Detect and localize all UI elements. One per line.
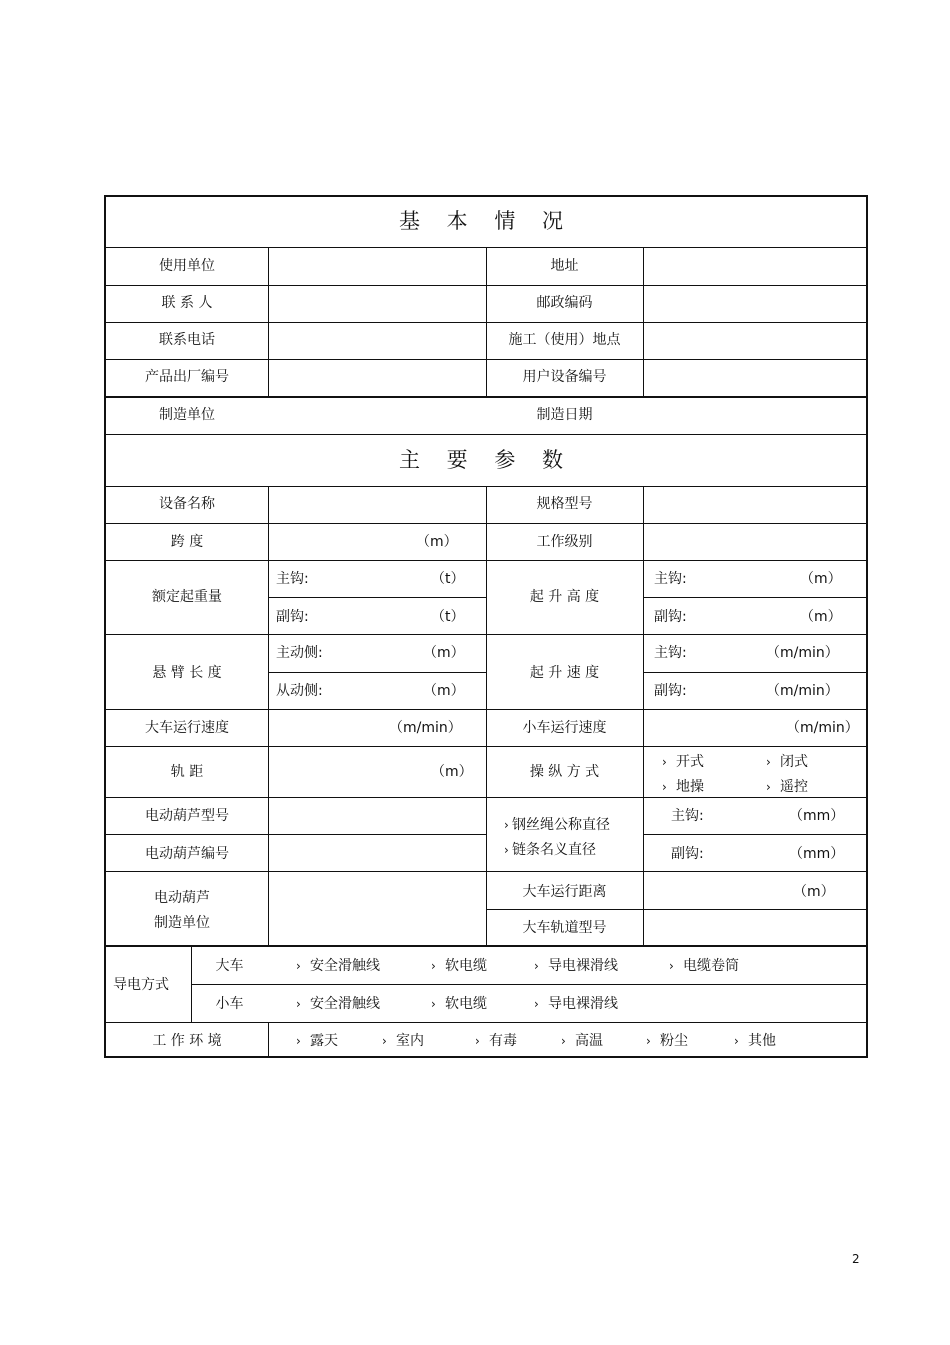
env-option[interactable] [475,1032,517,1050]
trolley-power-option-label: 软电缆 [445,996,487,1012]
span-label: 跨 度 [170,534,204,550]
lift-aux-unit: （m） [800,609,842,625]
rope-dia-option[interactable] [504,816,610,834]
active-side-unit: （m） [423,645,465,661]
checkbox-icon: › [534,959,539,973]
trolley-power-option-label: 导电裸滑线 [548,996,618,1012]
arm-length-label: 悬 臂 长 度 [152,665,222,681]
control-option[interactable] [662,778,704,796]
checkbox-icon: › [504,818,509,832]
row-line [106,834,486,835]
contact-label: 联 系 人 [161,295,213,311]
dia-main-hook: 主钩: [671,808,704,824]
checkbox-icon: › [382,1034,387,1048]
gauge-label: 轨 距 [170,764,204,780]
col-line [268,486,269,946]
row-line [268,672,486,673]
trolley-power-option[interactable] [296,995,380,1013]
checkbox-icon: › [766,780,771,794]
checkbox-icon: › [561,1034,566,1048]
checkbox-icon: › [504,843,509,857]
row-line [106,434,866,435]
checkbox-icon: › [296,997,301,1011]
col-line [268,247,269,397]
cart-power-option-label: 导电裸滑线 [548,958,618,974]
control-option[interactable] [766,753,808,771]
dia-aux-hook: 副钩: [671,846,704,862]
lift-height-label: 起 升 高 度 [529,589,600,605]
cart-power-option[interactable] [669,957,739,975]
checkbox-icon: › [662,780,667,794]
rope-dia-label: 钢丝绳公称直径 [512,817,610,833]
env-option[interactable] [646,1032,688,1050]
env-option-label: 有毒 [489,1033,517,1049]
hoist-maker-label-2: 制造单位 [154,915,210,931]
passive-side-unit: （m） [423,683,465,699]
cart-distance-unit: （m） [793,884,835,900]
user-no-label: 用户设备编号 [522,369,607,385]
lift-main-hook: 主钩: [654,571,687,587]
rated-load-label: 额定起重量 [152,589,222,605]
checkbox-icon: › [431,959,436,973]
maker-label: 制造单位 [159,407,215,423]
control-option-label: 闭式 [780,754,808,770]
speed-main-unit: （m/min） [766,645,839,661]
row-line [268,597,486,598]
cart-power-option-label: 安全滑触线 [310,958,380,974]
hoist-maker-label-1: 电动葫芦 [154,890,210,906]
dia-aux-unit: （mm） [789,846,845,862]
row-line [643,597,866,598]
speed-aux-unit: （m/min） [766,683,839,699]
env-option[interactable] [734,1032,776,1050]
power-mode-label: 导电方式 [113,977,169,993]
span-unit: （m） [416,534,458,550]
checkbox-icon: › [766,755,771,769]
checkbox-icon: › [734,1034,739,1048]
work-class-label: 工作级别 [536,534,593,550]
row-line [643,672,866,673]
cart-power-option[interactable] [534,957,618,975]
col-line [643,247,644,397]
control-option-label: 遥控 [780,779,808,795]
checkbox-icon: › [646,1034,651,1048]
page-number: 2 [852,1252,860,1266]
control-option[interactable] [662,753,704,771]
lift-speed-label: 起 升 速 度 [529,665,600,681]
power-cart-label: 大车 [215,958,244,974]
row-line [106,1022,866,1023]
address-label: 地址 [550,258,579,274]
chain-dia-label: 链条名义直径 [512,842,596,858]
trolley-speed-label: 小车运行速度 [522,720,607,736]
cart-power-option[interactable] [296,957,380,975]
speed-main-hook: 主钩: [654,645,687,661]
dia-main-unit: （mm） [789,808,845,824]
gauge-unit: （m） [431,764,473,780]
trolley-power-option-label: 安全滑触线 [310,996,380,1012]
checkbox-icon: › [669,959,674,973]
lift-main-unit: （m） [800,571,842,587]
env-option-label: 高温 [575,1033,603,1049]
cart-power-option-label: 电缆卷筒 [683,958,739,974]
hoist-no-label: 电动葫芦编号 [145,846,229,862]
postcode-label: 邮政编码 [536,295,593,311]
rated-main-hook: 主钩: [276,571,309,587]
checkbox-icon: › [431,997,436,1011]
equipment-info-form [104,195,868,1058]
model-label: 规格型号 [536,496,593,512]
trolley-speed-unit: （m/min） [786,720,859,736]
env-option[interactable] [296,1032,338,1050]
hoist-model-label: 电动葫芦型号 [145,808,229,824]
col-line [643,486,644,946]
env-option-label: 露天 [310,1033,338,1049]
rated-aux-unit: （t） [431,609,465,625]
equipment-name-label: 设备名称 [159,496,215,512]
cart-speed-label: 大车运行速度 [145,720,229,736]
cart-power-option[interactable] [431,957,487,975]
active-side: 主动侧: [276,645,323,661]
rated-main-unit: （t） [431,571,465,587]
rail-model-label: 大车轨道型号 [522,920,607,936]
speed-aux-hook: 副钩: [654,683,687,699]
col-line [268,1022,269,1058]
checkbox-icon: › [296,959,301,973]
env-label: 工 作 环 境 [152,1033,222,1049]
trolley-power-option[interactable] [534,995,618,1013]
passive-side: 从动侧: [276,683,323,699]
row-line [643,834,866,835]
col-line [486,486,487,946]
env-option-label: 粉尘 [660,1033,688,1049]
env-option-label: 室内 [396,1033,424,1049]
power-trolley-label: 小车 [215,996,244,1012]
control-option-label: 开式 [676,754,704,770]
env-option-label: 其他 [748,1033,776,1049]
row-line [191,984,866,985]
cart-power-option-label: 软电缆 [445,958,487,974]
trolley-power-option[interactable] [431,995,487,1013]
phone-label: 联系电话 [159,332,215,348]
checkbox-icon: › [296,1034,301,1048]
site-label: 施工（使用）地点 [508,332,621,348]
make-date-label: 制造日期 [536,407,593,423]
use-unit-label: 使用单位 [159,258,215,274]
serial-label: 产品出厂编号 [145,369,229,385]
env-option[interactable] [382,1032,424,1050]
lift-aux-hook: 副钩: [654,609,687,625]
params-title: 主 要 参 数 [398,448,574,472]
cart-speed-unit: （m/min） [389,720,462,736]
checkbox-icon: › [662,755,667,769]
chain-dia-option[interactable] [504,841,596,859]
env-option[interactable] [561,1032,603,1050]
cart-distance-label: 大车运行距离 [522,884,607,900]
row-line [486,909,866,910]
checkbox-icon: › [534,997,539,1011]
rated-aux-hook: 副钩: [276,609,309,625]
control-mode-label: 操 纵 方 式 [529,764,600,780]
control-option[interactable] [766,778,808,796]
basic-info-title: 基 本 情 况 [398,209,574,233]
checkbox-icon: › [475,1034,480,1048]
control-option-label: 地操 [676,779,704,795]
